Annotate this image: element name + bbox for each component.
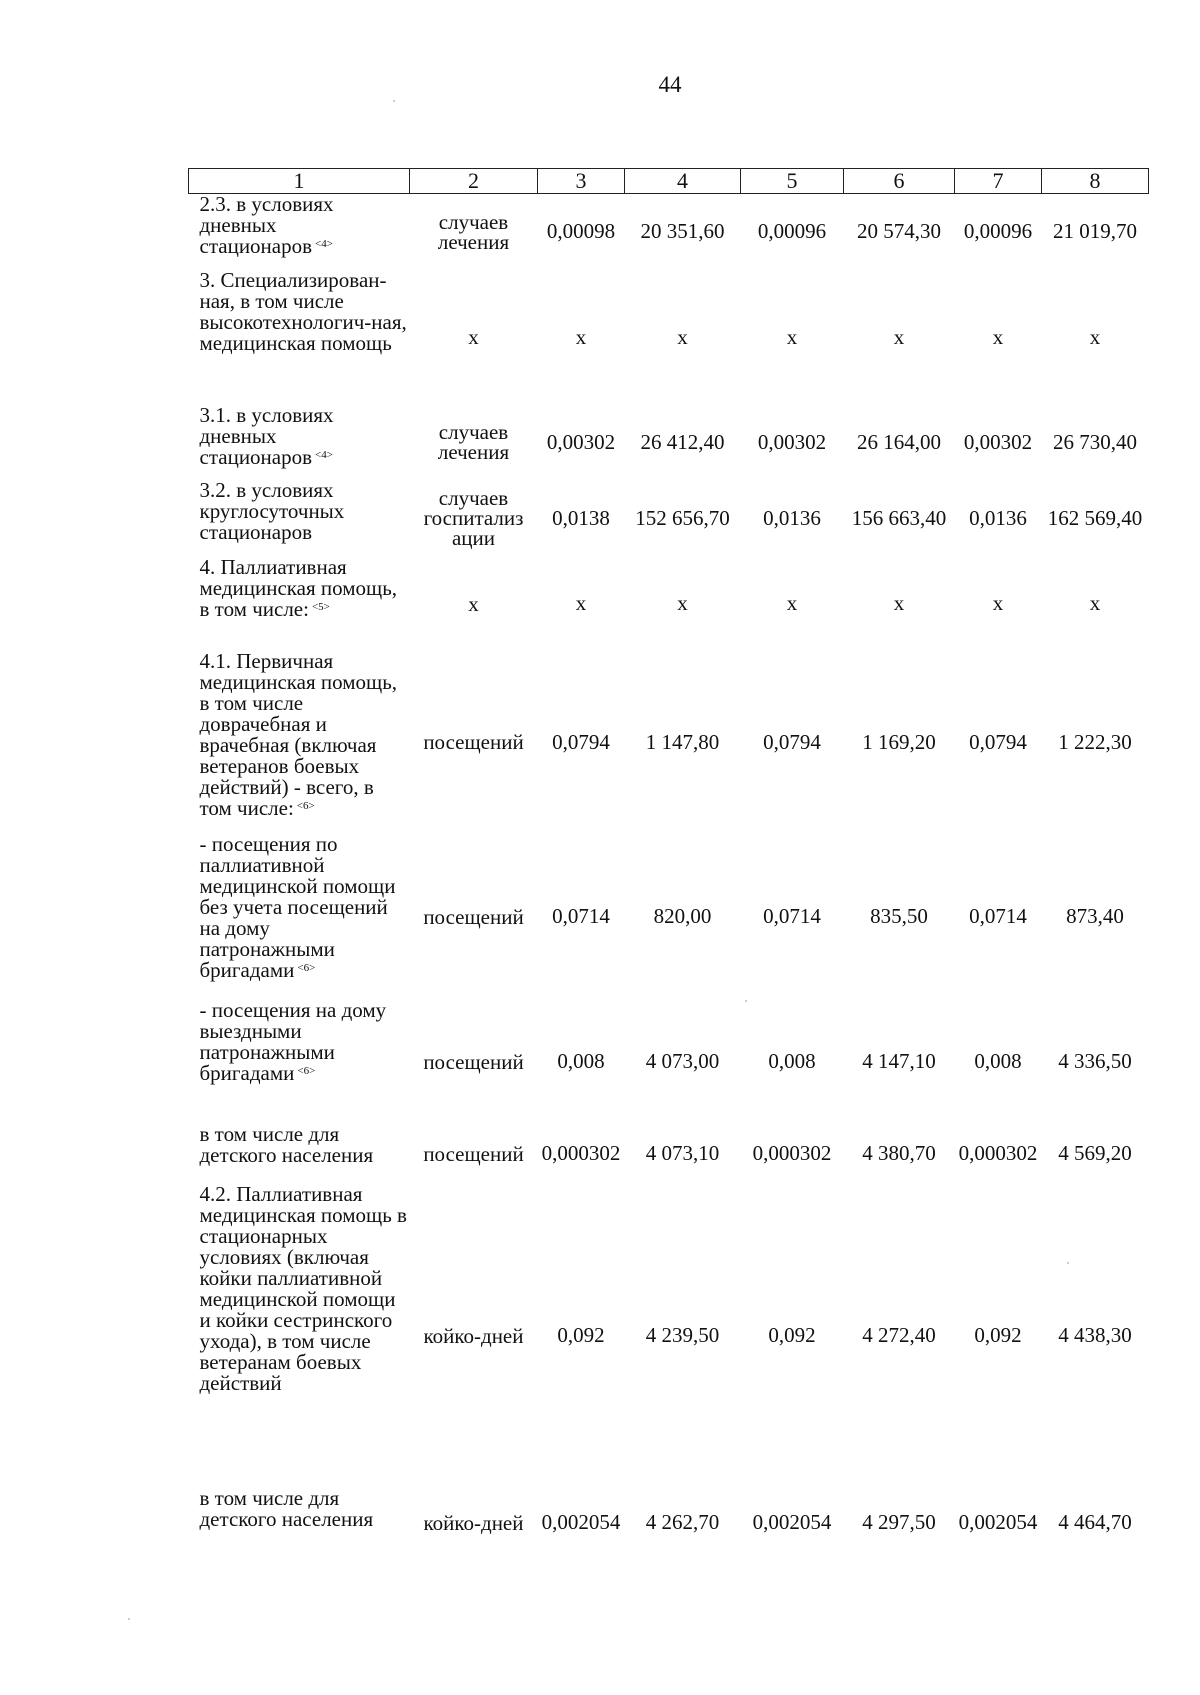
table-row [189, 194, 1149, 270]
footnote-ref: <6> [297, 1064, 316, 1077]
value-cell: 20 351,60 [640, 219, 725, 244]
value-cell: 4 380,70 [862, 1141, 936, 1165]
value-cell: 162 569,40 [1047, 505, 1143, 530]
value-cell: х [575, 324, 587, 349]
header-row [189, 169, 1149, 194]
row-label-text: 4.1. Первичная медицинская помощь, в том числе доврачебная и врачебная (включая ветеранов боевых действий) - всего, в том числе: [199, 648, 398, 820]
value-cell: 4 336,50 [1058, 1049, 1132, 1073]
value-cell: 873,40 [1066, 904, 1124, 928]
table-row [189, 1000, 1149, 1124]
footnote-ref: <4> [315, 448, 333, 461]
value-cell: 820,00 [653, 904, 712, 928]
scan-speck [1067, 1262, 1069, 1264]
column-header: 4 [625, 169, 741, 194]
value-cell: 26 730,40 [1053, 429, 1137, 454]
value-cell: 0,092 [974, 1323, 1022, 1347]
value-cell: 1 222,30 [1058, 729, 1132, 754]
row-label [189, 1121, 410, 1184]
value-cell: х [992, 324, 1004, 349]
value-cell: 152 656,70 [635, 505, 730, 530]
row-label [189, 267, 410, 405]
row-label-text: - посещения на дому выездными патронажными бригадами [199, 997, 387, 1085]
row-label [189, 402, 410, 480]
unit-cell: койко-дней [423, 1323, 524, 1348]
value-cell: х [893, 324, 905, 349]
column-header: 8 [1042, 169, 1149, 194]
row-label-text: 4. Паллиативная медицинская помощь, в том числе: [199, 554, 398, 621]
value-cell: 0,00096 [963, 219, 1033, 244]
value-cell: 0,00302 [546, 429, 616, 454]
unit-cell: случаев лечения [437, 420, 510, 464]
column-header: 3 [538, 169, 625, 194]
value-cell: 156 663,40 [851, 505, 947, 530]
value-cell: 4 147,10 [862, 1049, 936, 1073]
value-cell: 0,092 [557, 1323, 605, 1347]
value-cell: х [992, 591, 1004, 615]
value-cell: х [575, 591, 587, 615]
value-cell: 0,00302 [963, 429, 1033, 454]
value-cell: 0,0136 [969, 505, 1027, 530]
value-cell: 4 262,70 [645, 1510, 720, 1534]
value-cell: 4 569,20 [1058, 1141, 1132, 1165]
value-cell: 0,000302 [752, 1141, 832, 1165]
unit-cell: посещений [423, 904, 524, 929]
table-row [189, 405, 1149, 480]
table-row [189, 480, 1149, 557]
value-cell: 0,00096 [757, 219, 827, 244]
value-cell: 4 073,10 [645, 1141, 720, 1165]
column-header: 1 [189, 169, 410, 194]
unit-cell: койко-дней [423, 1510, 524, 1535]
value-cell: 4 272,40 [862, 1323, 936, 1347]
row-label-text: 2.3. в условиях дневных стационаров [199, 192, 334, 258]
data-table [188, 168, 1149, 1558]
value-cell: 0,00302 [757, 429, 827, 454]
value-cell: 4 073,00 [645, 1049, 720, 1073]
table-row [189, 270, 1149, 405]
unit-cell: х [468, 325, 479, 349]
unit-cell: посещений [423, 730, 524, 754]
value-cell: 26 164,00 [857, 429, 941, 454]
row-label-text: в том числе для детского населения [199, 1485, 374, 1531]
table-row [189, 1184, 1149, 1488]
row-label [189, 554, 410, 651]
value-cell: х [893, 591, 905, 615]
unit-cell: случаев госпитализ ации [423, 486, 524, 550]
value-cell: 0,0714 [763, 904, 821, 928]
value-cell: 1 169,20 [862, 729, 936, 754]
scan-speck [745, 1000, 747, 1002]
value-cell: х [1089, 591, 1101, 615]
table-body [189, 194, 1149, 1558]
row-label-text: 4.2. Паллиативная медицинская помощь в стационарных условиях (включая койки паллиативной медицинской помощи и койки сестринского ухода), в том числе ветеранам боевых действий [199, 1181, 407, 1395]
row-label [189, 1181, 410, 1488]
unit-cell: посещений [423, 1049, 524, 1074]
row-label [189, 1485, 410, 1558]
value-cell: 0,0136 [763, 505, 821, 530]
value-cell: 0,008 [974, 1049, 1022, 1073]
table-row [189, 834, 1149, 1000]
unit-cell: случаев лечения [437, 209, 510, 254]
value-cell: 4 464,70 [1058, 1510, 1132, 1534]
row-label-text: 3.1. в условиях дневных стационаров [199, 402, 334, 469]
value-cell: 0,008 [768, 1049, 816, 1073]
value-cell: 0,0138 [552, 505, 610, 530]
value-cell: 835,50 [870, 904, 928, 928]
value-cell: 20 574,30 [857, 219, 941, 244]
footnote-ref: <6> [297, 961, 316, 974]
row-label-text: в том числе для детского населения [199, 1121, 374, 1167]
value-cell: 0,000302 [958, 1141, 1038, 1165]
value-cell: х [677, 324, 688, 349]
footnote-ref: <4> [315, 238, 333, 250]
page-number: 44 [658, 72, 682, 97]
value-cell: 4 239,50 [645, 1323, 720, 1347]
value-cell: 0,00098 [546, 219, 616, 244]
value-cell: 4 297,50 [862, 1510, 936, 1534]
value-cell: 0,0794 [969, 729, 1027, 754]
value-cell: 1 147,80 [645, 729, 720, 754]
value-cell: 0,000302 [541, 1141, 621, 1165]
row-label-text: 3.2. в условиях круглосуточных стационаров [199, 477, 345, 544]
scan-speck [393, 100, 395, 102]
row-label [189, 997, 410, 1124]
row-label [189, 831, 410, 1000]
table-row [189, 557, 1149, 651]
value-cell: 0,092 [768, 1323, 816, 1347]
unit-cell: посещений [423, 1141, 524, 1166]
value-cell: х [786, 591, 798, 615]
unit-cell: х [468, 591, 479, 616]
footnote-ref: <5> [311, 600, 330, 613]
row-label [189, 194, 410, 270]
row-label-text: - посещения по паллиативной медицинской помощи без учета посещений на дому патронажными бригадами [199, 831, 396, 982]
column-header: 2 [410, 169, 538, 194]
value-cell: 0,0794 [552, 729, 610, 754]
value-cell: 0,0714 [969, 904, 1027, 928]
column-header: 7 [955, 169, 1042, 194]
value-cell: х [786, 324, 798, 349]
row-label-text: 3. Специализирован-ная, в том числе высокотехнологич-ная, медицинская помощь [199, 267, 407, 355]
column-header: 5 [741, 169, 844, 194]
value-cell: 0,0714 [552, 904, 610, 928]
value-cell: х [1089, 324, 1101, 349]
value-cell: х [677, 591, 688, 615]
table-row [189, 651, 1149, 834]
scan-speck [128, 1618, 130, 1620]
value-cell: 26 412,40 [640, 429, 725, 454]
value-cell: 0,008 [557, 1049, 605, 1073]
row-label [189, 477, 410, 557]
footnote-ref: <6> [296, 799, 315, 812]
value-cell: 21 019,70 [1053, 219, 1137, 244]
table-row [189, 1124, 1149, 1184]
column-header: 6 [844, 169, 955, 194]
table-row [189, 1488, 1149, 1558]
value-cell: 4 438,30 [1058, 1323, 1132, 1347]
value-cell: 0,002054 [541, 1510, 621, 1534]
row-label [189, 648, 410, 834]
value-cell: 0,002054 [752, 1510, 832, 1534]
value-cell: 0,0794 [763, 729, 821, 754]
value-cell: 0,002054 [958, 1510, 1038, 1534]
